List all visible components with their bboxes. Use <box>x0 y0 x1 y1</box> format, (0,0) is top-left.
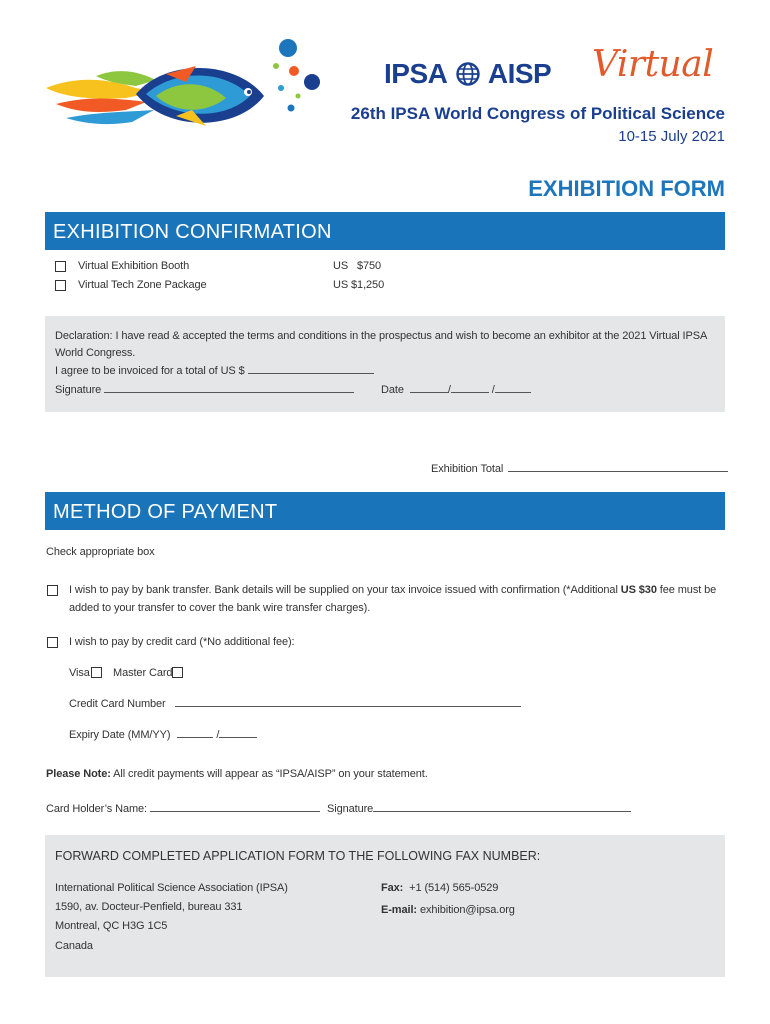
mastercard-label: Master Card <box>113 667 173 679</box>
note-text: All credit payments will appear as “IPSA/AISP” on your statement. <box>110 768 428 780</box>
booth-price: US $750 <box>333 260 382 272</box>
exhibition-total-label: Exhibition Total <box>431 463 504 475</box>
expiry-year-field[interactable] <box>219 729 257 738</box>
declaration-line1: Declaration: I have read & accepted the terms and conditions in the prospectus and wish to become an exhibitor at the 2021 Virtual IPSA <box>55 330 708 342</box>
date-row: Date / / <box>381 384 531 396</box>
card-number-field[interactable] <box>175 698 521 707</box>
mastercard-checkbox[interactable] <box>172 667 183 678</box>
holder-signature-field[interactable] <box>373 803 631 812</box>
card-number-row <box>69 698 521 710</box>
fax-row <box>381 882 498 894</box>
bank-transfer-checkbox[interactable] <box>47 585 58 596</box>
brand-logo-text <box>384 58 551 90</box>
expiry-label: Expiry Date (MM/YY) <box>69 729 171 741</box>
email-value[interactable]: exhibition@ipsa.org <box>419 904 515 916</box>
fax-value: +1 (514) 565-0529 <box>409 882 499 894</box>
confirmation-header-bar <box>45 212 725 250</box>
date-day-field[interactable] <box>410 384 448 393</box>
bank-transfer-line1: I wish to pay by bank transfer. Bank details will be supplied on your tax invoice issued with confirmation (*Additional US $30 fee must be <box>69 584 717 596</box>
payment-header-bar <box>45 492 725 530</box>
visa-checkbox[interactable] <box>91 667 102 678</box>
credit-card-label: I wish to pay by credit card (*No additional fee): <box>69 636 295 648</box>
visa-label: Visa <box>69 667 90 679</box>
date-month-field[interactable] <box>451 384 489 393</box>
holder-row <box>46 803 320 815</box>
exhibition-total-row <box>431 463 728 475</box>
date-label: Date <box>381 384 404 396</box>
address-line-4: Canada <box>55 940 93 952</box>
congress-dates: 10-15 July 2021 <box>618 128 725 145</box>
brand-script: Virtual <box>592 44 714 85</box>
payment-instruction: Check appropriate box <box>46 546 155 558</box>
card-number-label: Credit Card Number <box>69 698 166 710</box>
address-line-3: Montreal, QC H3G 1C5 <box>55 920 168 932</box>
fish-logo-icon <box>36 36 336 146</box>
expiry-row: Expiry Date (MM/YY) / <box>69 729 257 741</box>
confirmation-heading: EXHIBITION CONFIRMATION <box>53 221 332 243</box>
payment-note <box>46 768 428 780</box>
booth-label: Virtual Exhibition Booth <box>78 260 190 272</box>
congress-title: 26th IPSA World Congress of Political Science <box>350 104 725 123</box>
holder-signature-label: Signature <box>327 803 374 815</box>
address-line-2: 1590, av. Docteur-Penfield, bureau 331 <box>55 901 243 913</box>
bank-fee: US $30 <box>620 584 657 596</box>
email-row <box>381 904 515 916</box>
techzone-checkbox[interactable] <box>55 280 66 291</box>
holder-signature-row <box>327 803 631 815</box>
invoice-row <box>55 365 374 377</box>
address-line-1: International Political Science Association (IPSA) <box>55 882 288 894</box>
forward-heading: FORWARD COMPLETED APPLICATION FORM TO THE FOLLOWING FAX NUMBER: <box>55 849 541 863</box>
signature-row <box>55 384 354 396</box>
signature-label: Signature <box>55 384 102 396</box>
signature-field[interactable] <box>104 384 354 393</box>
holder-name-field[interactable] <box>150 803 320 812</box>
date-year-field[interactable] <box>495 384 531 393</box>
form-title: EXHIBITION FORM <box>528 176 725 201</box>
email-label: E-mail: <box>381 904 417 916</box>
booth-checkbox[interactable] <box>55 261 66 272</box>
declaration-line2: World Congress. <box>55 347 136 359</box>
invoice-amount-field[interactable] <box>248 365 374 374</box>
note-label: Please Note: <box>46 768 111 780</box>
fax-label: Fax: <box>381 882 404 894</box>
exhibition-total-field[interactable] <box>508 463 728 472</box>
brand-left: IPSA <box>384 58 447 89</box>
brand-right: AISP <box>487 58 552 89</box>
invoice-label: I agree to be invoiced for a total of US $ <box>55 365 245 377</box>
holder-name-label: Card Holder’s Name: <box>46 803 148 815</box>
techzone-price: US $1,250 <box>333 279 385 291</box>
globe-icon <box>456 62 480 86</box>
techzone-label: Virtual Tech Zone Package <box>78 279 207 291</box>
expiry-month-field[interactable] <box>177 729 213 738</box>
bank-transfer-line2: added to your transfer to cover the bank wire transfer charges). <box>69 602 371 614</box>
payment-heading: METHOD OF PAYMENT <box>53 501 278 523</box>
credit-card-checkbox[interactable] <box>47 637 58 648</box>
